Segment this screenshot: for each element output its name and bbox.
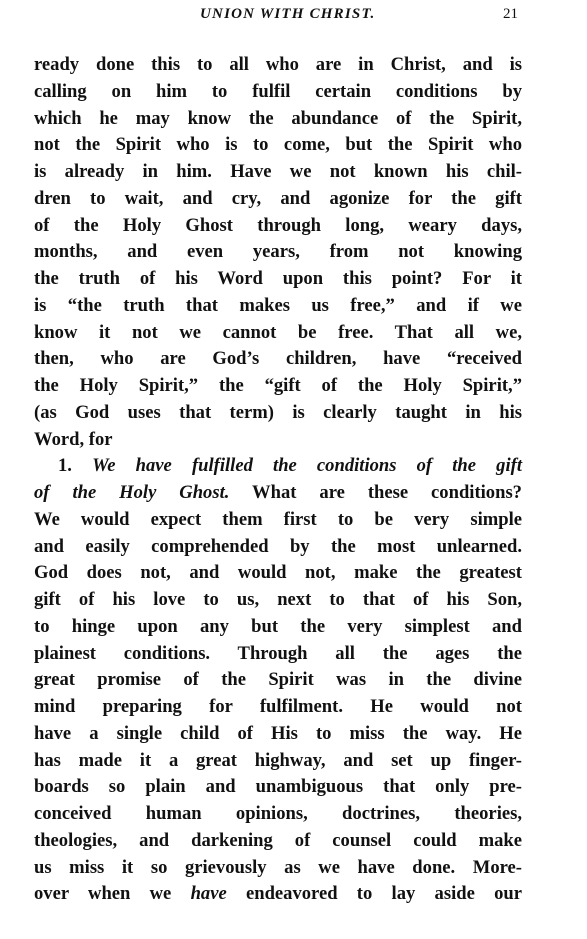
text-line: to hinge upon any but the very simplest and — [34, 615, 522, 637]
item-italic-heading: We have fulfilled the conditions of the gift — [92, 455, 522, 477]
item-number: 1. — [58, 455, 72, 477]
text-line: We would expect them first to be very simple — [34, 508, 522, 530]
item-italic-heading-cont: of the Holy Ghost. — [34, 482, 230, 503]
text-line: has made it a great highway, and set up finger- — [34, 749, 522, 771]
final-line-end: endeavored to lay aside our — [226, 883, 522, 905]
text-line: is already in him. Have we not known his chil- — [34, 161, 522, 182]
text-line: mind preparing for fulfilment. He would not — [34, 696, 522, 717]
body-text — [34, 52, 522, 908]
text-line: the Holy Spirit,” the “gift of the Holy Spirit,” — [34, 375, 522, 396]
text-line: conceived human opinions, doctrines, theories, — [34, 803, 522, 824]
text-line — [34, 881, 522, 908]
page-number: 21 — [503, 6, 518, 22]
text-line: not the Spirit who is to come, but the Spirit who — [34, 134, 522, 156]
emphasis-have: have — [190, 883, 227, 905]
item-question: What are these conditions? — [229, 482, 522, 503]
text-line: know it not we cannot be free. That all we, — [34, 321, 522, 343]
text-line: have a single child of His to miss the way. He — [34, 722, 522, 744]
text-line: gift of his love to us, next to that of his Son, — [34, 589, 522, 610]
text-line: is “the truth that makes us free,” and if we — [34, 294, 522, 316]
text-line: of the Holy Ghost through long, weary days, — [34, 214, 522, 236]
text-line: dren to wait, and cry, and agonize for the gift — [34, 187, 522, 209]
text-line: great promise of the Spirit was in the divine — [34, 669, 522, 691]
numbered-item-heading — [34, 453, 522, 480]
text-line: Word, for — [34, 428, 113, 450]
text-line: ready done this to all who are in Christ, and is — [34, 54, 522, 75]
final-line-start: over when we — [34, 883, 191, 905]
page-header — [0, 4, 587, 28]
text-line: the truth of his Word upon this point? For it — [34, 268, 522, 289]
text-line: God does not, and would not, make the greatest — [34, 562, 522, 584]
text-line: and easily comprehended by the most unlearned. — [34, 535, 522, 557]
text-line: us miss it so grievously as we have done. More- — [34, 856, 522, 878]
text-line: (as God uses that term) is clearly taught in his — [34, 401, 522, 423]
text-line: boards so plain and unambiguous that only pre- — [34, 776, 522, 798]
text-line: which he may know the abundance of the Spirit, — [34, 107, 522, 129]
text-line: then, who are God’s children, have “received — [34, 348, 522, 370]
running-title: UNION WITH CHRIST. — [200, 6, 376, 22]
text-line — [34, 480, 522, 507]
text-line: plainest conditions. Through all the ages the — [34, 642, 522, 664]
text-line: theologies, and darkening of counsel could make — [34, 829, 522, 851]
text-line: months, and even years, from not knowing — [34, 241, 522, 263]
text-line: calling on him to fulfil certain conditions by — [34, 80, 522, 102]
